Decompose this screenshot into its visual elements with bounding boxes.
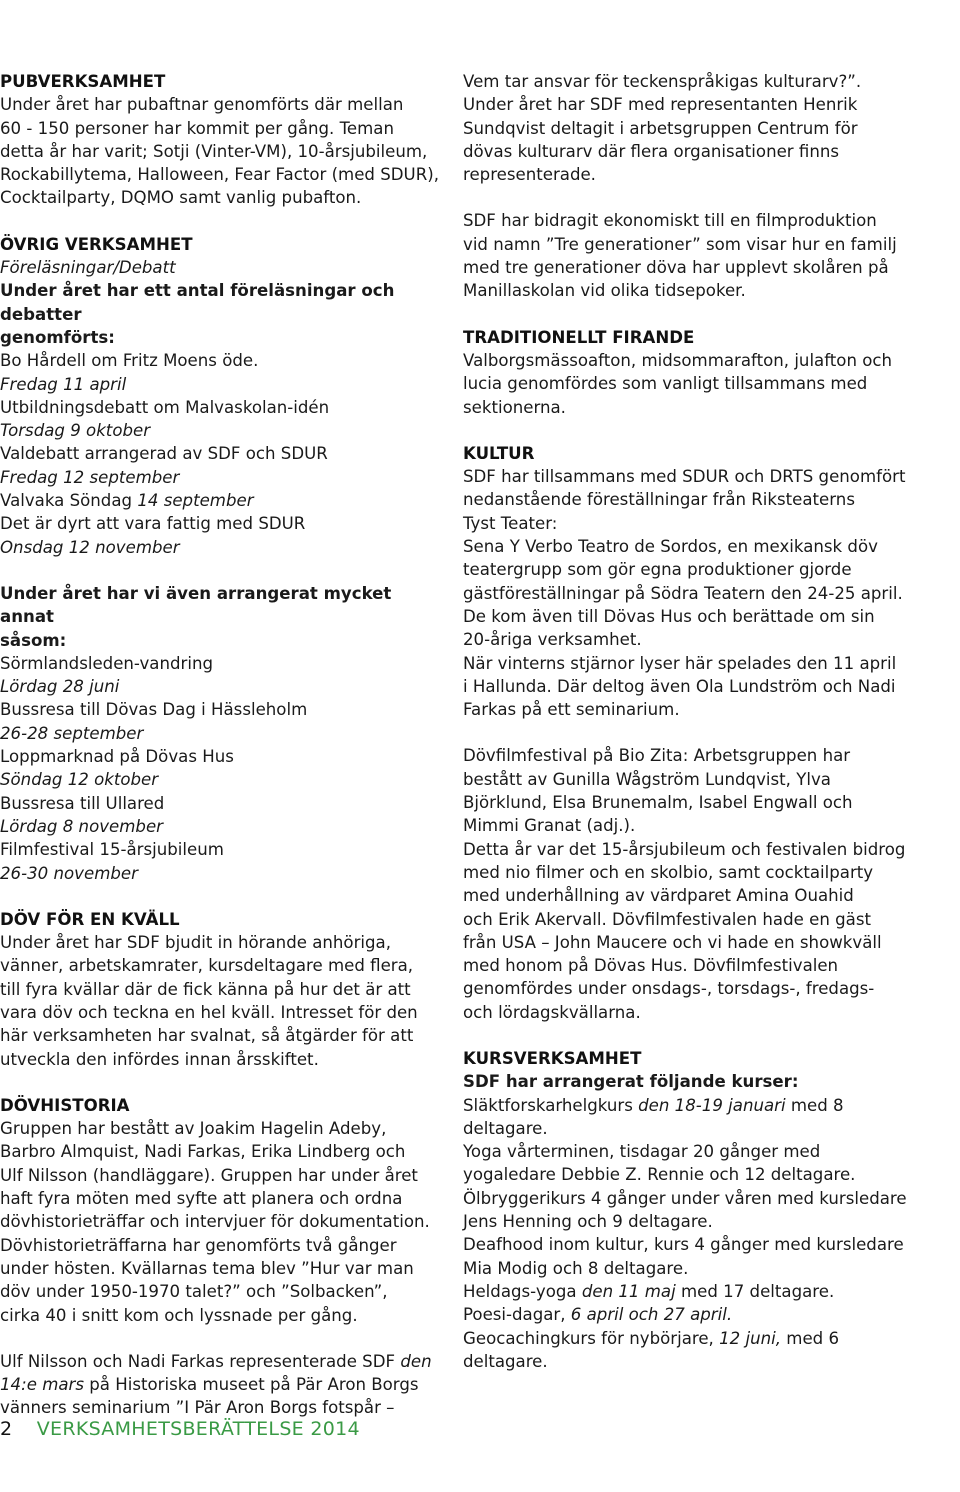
left-column bbox=[0, 70, 440, 1420]
section-heading-pub: PUBVERKSAMHET bbox=[0, 72, 166, 91]
festival-text: Dövfilmfestival på Bio Zita: Arbetsgruppen har bestått av Gunilla Wågström Lundqvist, Ylva Björklund, Elsa Brunemalm, Isabel Engwall och Mimmi Granat (adj.). Detta år var det 15-årsjubileum och festivalen bidrog med nio filmer och en skolbio, samt cocktailparty med underhållning av värdparet Amina Ouahid och Erik Akervall. Dövfilmfestivalen hade en gäst från USA – John Maucere och vi hade en showkväll med honom på Dövas Hus. Dövfilmfestivalen genomfördes under onsdags-, torsdags-, fredags- och lördagskvällarna. bbox=[463, 746, 906, 1022]
section-heading-trad: TRADITIONELLT FIRANDE bbox=[463, 327, 695, 347]
section-heading-dov: DÖV FÖR EN KVÄLL bbox=[0, 909, 180, 929]
page-footer bbox=[0, 1418, 360, 1440]
dov-text: Under året har SDF bjudit in hörande anhöriga, vänner, arbetskamrater, kursdeltagare med flera, till fyra kvällar där de fick känna på hur det är att vara döv och teckna en hel kväll. Intresset för den här verksamheten har svalnat, så åtgärder för att utveckla den infördes innan årsskiftet. bbox=[0, 933, 418, 1069]
event-list: Sörmlandsleden-vandring Lördag 28 juni Bussresa till Dövas Dag i Hässleholm 26-28 september Loppmarknad på Dövas Hus Söndag 12 oktober Bussresa till Ullared Lördag 8 november Filmfestival 15-årsjubileum 26-30 november bbox=[0, 653, 308, 883]
section-heading-kurs: KURSVERKSAMHET bbox=[463, 1048, 642, 1068]
ovrig-intro: Under året har ett antal föreläsningar och debatter genomförts: bbox=[0, 281, 395, 347]
kultur-text: SDF har tillsammans med SDUR och DRTS genomfört nedanstående föreställningar från Riksteaterns Tyst Teater: Sena Y Verbo Teatro de Sordos, en mexikansk döv teatergrupp som gör egna produktioner gjorde gästföreställningar på Södra Teatern den 24-25 april. De kom även till Dövas Hus och berättade om sin 20-åriga verksamhet. När vinterns stjärnor lyser här spelades den 11 april i Hallunda. Där deltog även Ola Lundström och Nadi Farkas på ett seminarium. bbox=[463, 467, 906, 720]
historia-text: Gruppen har bestått av Joakim Hagelin Adeby, Barbro Almquist, Nadi Farkas, Erika Lindberg och Ulf Nilsson (handläggare). Gruppen har under året haft fyra möten med syfte att planera och ordna dövhistorieträffar och intervjuer för dokumentation. Dövhistorieträffarna har genomförts två gånger under hösten. Kvällarnas tema blev ”Hur var man döv under 1950-1970 talet?” och ”Solbacken”, cirka 40 i snitt kom och lyssnade per gång. bbox=[0, 1119, 430, 1325]
ovrig-subheading: Föreläsningar/Debatt bbox=[0, 258, 176, 278]
right-column bbox=[463, 70, 953, 1373]
lecture-list: Bo Hårdell om Fritz Moens öde. Fredag 11 april Utbildningsdebatt om Malvaskolan-idén Torsdag 9 oktober Valdebatt arrangerad av SDF och SDUR Fredag 12 september Valvaka Söndag 14 september Det är dyrt att vara fattig med SDUR Onsdag 12 november bbox=[0, 351, 330, 557]
seminar-text: Ulf Nilsson och Nadi Farkas representerade SDF den 14:e mars på Historiska museet på Pär Aron Borgs vänners seminarium ”I Pär Aron Borgs fotspår – bbox=[0, 1351, 432, 1418]
kulturarv-text: Vem tar ansvar för teckenspråkigas kulturarv?”. Under året har SDF med representanten Henrik Sundqvist deltagit i arbetsgruppen Centrum för dövas kulturarv där flera organisationer finns representerade. bbox=[463, 72, 862, 185]
trad-text: Valborgsmässoafton, midsommarafton, julafton och lucia genomfördes som vanligt tillsammans med sektionerna. bbox=[463, 350, 893, 417]
events-intro: Under året har vi även arrangerat mycket annat såsom: bbox=[0, 583, 392, 650]
page-number: 2 bbox=[0, 1418, 13, 1440]
section-heading-historia: DÖVHISTORIA bbox=[0, 1095, 130, 1115]
section-heading-ovrig: ÖVRIG VERKSAMHET bbox=[0, 234, 193, 254]
course-list: Släktforskarhelgkurs den 18-19 januari med 8 deltagare. Yoga vårterminen, tisdagar 20 gånger med yogaledare Debbie Z. Rennie och 12 deltagare. Ölbryggerikurs 4 gånger under våren med kursledare Jens Henning och 9 deltagare. Deafhood inom kultur, kurs 4 gånger med kursledare Mia Modig och 8 deltagare. Heldags-yoga den 11 maj med 17 deltagare. Poesi-dagar, 6 april och 27 april. Geocachingkurs för nybörjare, 12 juni, med 6 deltagare. bbox=[463, 1095, 907, 1371]
section-heading-kultur: KULTUR bbox=[463, 443, 535, 463]
report-title: VERKSAMHETSBERÄTTELSE 2014 bbox=[36, 1418, 360, 1440]
kurs-intro: SDF har arrangerat följande kurser: bbox=[463, 1072, 799, 1092]
film-text: SDF har bidragit ekonomiskt till en filmproduktion vid namn ”Tre generationer” som visar hur en familj med tre generationer döva har upplevt skolåren på Manillaskolan vid olika tidsepoker. bbox=[463, 211, 897, 301]
pub-text: Under året har pubaftnar genomförts där mellan 60 - 150 personer har kommit per gång. Teman detta år har varit; Sotji (Vinter-VM), 10-årsjubileum, Rockabillytema, Halloween, Fear Factor (med SDUR), Cocktailparty, DQMO samt vanlig pubafton. bbox=[0, 95, 439, 208]
